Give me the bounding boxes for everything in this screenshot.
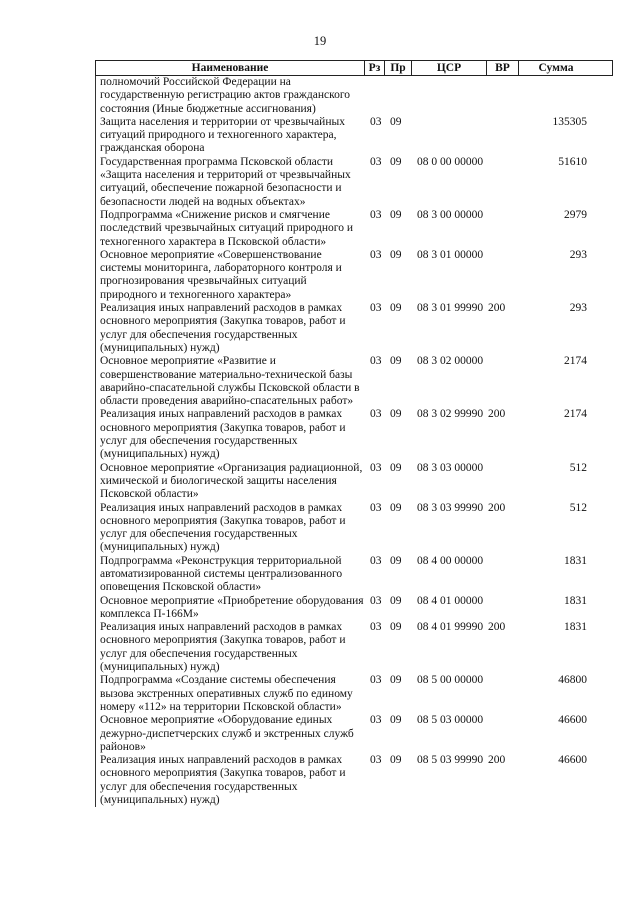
cell-sum: 46600: [558, 714, 587, 727]
budget-table: [95, 60, 613, 807]
cell-vr: [486, 116, 518, 156]
cell-rz: 03: [370, 208, 382, 221]
cell-name: Реализация иных направлений расходов в рамках основного мероприятия (Закупка товаров, работ и услуг для обеспечения государственных (муниципальных) нужд): [100, 302, 346, 354]
table-row: [96, 621, 613, 674]
cell-pr: 09: [390, 621, 402, 634]
page-number: 19: [313, 34, 327, 48]
cell-pr: 09: [390, 594, 402, 607]
cell-pr: 09: [390, 355, 402, 368]
cell-csr: 08 0 00 00000: [417, 155, 484, 168]
cell-name: Государственная программа Псковской области «Защита населения и территорий от чрезвычайных ситуаций, обеспечение пожарной безопасности и безопасности людей на водных объектах»: [100, 155, 351, 208]
cell-rz: 03: [370, 754, 382, 767]
cell-csr: 08 3 02 00000: [417, 355, 484, 368]
cell-sum: 2174: [564, 355, 587, 368]
cell-rz: 03: [370, 714, 382, 727]
cell-csr: 08 5 03 99990: [417, 754, 484, 767]
header-sum: Сумма: [518, 61, 593, 75]
cell-sum: 293: [569, 248, 587, 261]
cell-name: Реализация иных направлений расходов в рамках основного мероприятия (Закупка товаров, работ и услуг для обеспечения государственных (муниципальных) нужд): [100, 501, 346, 554]
table-row: [96, 355, 613, 408]
table-row: [96, 209, 613, 249]
cell-pr: 09: [390, 714, 402, 727]
table-row: [96, 714, 613, 754]
cell-sum: 2979: [564, 208, 587, 221]
cell-pr: 09: [390, 155, 402, 168]
cell-vr: [486, 462, 518, 502]
cell-name: Защита населения и территории от чрезвычайных ситуаций природного и техногенного характера, гражданская оборона: [100, 115, 345, 155]
table-row: [96, 76, 613, 116]
cell-rz: 03: [370, 594, 382, 607]
cell-pr: 09: [390, 302, 402, 315]
cell-rz: 03: [370, 674, 382, 687]
cell-vr: 200: [488, 408, 506, 421]
cell-sum: 46800: [558, 674, 587, 687]
cell-csr: 08 5 00 00000: [417, 674, 484, 687]
header-rz: Рз: [364, 61, 384, 75]
cell-sum: 51610: [558, 155, 587, 168]
cell-name: Реализация иных направлений расходов в рамках основного мероприятия (Закупка товаров, работ и услуг для обеспечения государственных (муниципальных) нужд): [100, 621, 346, 674]
cell-vr: [486, 555, 518, 595]
cell-csr: 08 4 00 00000: [417, 554, 484, 567]
cell-csr: [411, 116, 486, 156]
cell-sum: 2174: [564, 408, 587, 421]
table-row: [96, 555, 613, 595]
cell-name: Основное мероприятие «Оборудование единых дежурно-диспетчерских служб и экстренных служб районов»: [100, 714, 354, 753]
table-row: [96, 462, 613, 502]
cell-csr: 08 3 03 00000: [417, 461, 484, 474]
cell-sum: 1831: [564, 621, 587, 634]
header-csr: ЦСР: [411, 61, 486, 75]
cell-rz: 03: [370, 355, 382, 368]
cell-name: полномочий Российской Федерации на государственную регистрацию актов гражданского состояния (Иные бюджетные ассигнования): [100, 76, 351, 115]
table-row: [96, 674, 613, 714]
cell-vr: 200: [488, 501, 506, 514]
cell-name: Реализация иных направлений расходов в рамках основного мероприятия (Закупка товаров, работ и услуг для обеспечения государственных (муниципальных) нужд): [100, 408, 346, 461]
cell-vr: 200: [488, 302, 506, 315]
cell-csr: 08 3 01 00000: [417, 248, 484, 261]
cell-name: Подпрограмма «Снижение рисков и смягчение последствий чрезвычайных ситуаций природного и техногенного характера в Псковской области»: [100, 208, 353, 248]
cell-rz: 03: [370, 115, 382, 128]
cell-csr: 08 3 03 99990: [417, 501, 484, 514]
cell-vr: [486, 674, 518, 714]
cell-vr: [486, 156, 518, 209]
cell-pr: 09: [390, 674, 402, 687]
cell-pr: 09: [390, 554, 402, 567]
cell-pr: 09: [390, 115, 402, 128]
cell-csr: 08 4 01 99990: [417, 621, 484, 634]
cell-sum: 1831: [564, 594, 587, 607]
cell-name: Основное мероприятие «Приобретение оборудования комплекса П-166М»: [100, 594, 364, 620]
cell-rz: 03: [370, 155, 382, 168]
cell-sum: 1831: [564, 554, 587, 567]
table-header: [95, 60, 613, 76]
table-row: [96, 754, 613, 807]
cell-name: Подпрограмма «Реконструкция территориальной автоматизированной системы централизованного оповещения Псковской области»: [100, 554, 343, 594]
cell-rz: 03: [370, 302, 382, 315]
cell-csr: [411, 76, 486, 116]
cell-name: Основное мероприятие «Организация радиационной, химической и биологической защиты населения Псковской области»: [100, 461, 363, 501]
cell-rz: 03: [370, 461, 382, 474]
header-pr: Пр: [384, 61, 411, 75]
cell-pr: 09: [390, 501, 402, 514]
cell-vr: 200: [488, 621, 506, 634]
cell-name: Основное мероприятие «Развитие и совершенствование материально-технической базы аварийно-спасательной службы Псковской области в области проведения аварийно-спасательных работ»: [100, 355, 360, 408]
cell-pr: 09: [390, 461, 402, 474]
cell-rz: 03: [370, 501, 382, 514]
cell-sum: 293: [569, 302, 587, 315]
cell-vr: [486, 249, 518, 302]
cell-csr: 08 4 01 00000: [417, 594, 484, 607]
cell-vr: [486, 76, 518, 116]
cell-csr: 08 5 03 00000: [417, 714, 484, 727]
cell-pr: 09: [390, 754, 402, 767]
cell-sum: [518, 76, 593, 116]
cell-vr: [486, 355, 518, 408]
cell-sum: 46600: [558, 754, 587, 767]
table-row: [96, 595, 613, 622]
table-row: [96, 502, 613, 555]
cell-name: Реализация иных направлений расходов в рамках основного мероприятия (Закупка товаров, работ и услуг для обеспечения государственных (муниципальных) нужд): [100, 754, 346, 807]
cell-vr: [486, 595, 518, 622]
cell-sum: 135305: [552, 115, 587, 128]
cell-rz: 03: [370, 621, 382, 634]
cell-name: Основное мероприятие «Совершенствование системы мониторинга, лабораторного контроля и прогнозирования чрезвычайных ситуаций природного и техногенного характера»: [100, 248, 342, 301]
cell-sum: 512: [569, 501, 587, 514]
cell-pr: 09: [390, 408, 402, 421]
cell-csr: 08 3 01 99990: [417, 302, 484, 315]
cell-pr: 09: [390, 208, 402, 221]
cell-rz: [364, 76, 384, 116]
table-body: [95, 76, 613, 807]
table-row: [96, 156, 613, 209]
cell-vr: 200: [488, 754, 506, 767]
cell-rz: 03: [370, 554, 382, 567]
table-row: [96, 408, 613, 461]
header-vr: ВР: [486, 61, 518, 75]
header-name: Наименование: [191, 62, 269, 74]
table-row: [96, 302, 613, 355]
table-row: [96, 249, 613, 302]
cell-vr: [486, 209, 518, 249]
cell-rz: 03: [370, 408, 382, 421]
cell-csr: 08 3 02 99990: [417, 408, 484, 421]
table-row: [96, 116, 613, 156]
cell-pr: [384, 76, 411, 116]
cell-pr: 09: [390, 248, 402, 261]
cell-rz: 03: [370, 248, 382, 261]
cell-name: Подпрограмма «Создание системы обеспечения вызова экстренных оперативных служб по единому номеру «112» на территории Псковской области»: [100, 674, 353, 713]
cell-vr: [486, 714, 518, 754]
cell-csr: 08 3 00 00000: [417, 208, 484, 221]
cell-sum: 512: [569, 461, 587, 474]
